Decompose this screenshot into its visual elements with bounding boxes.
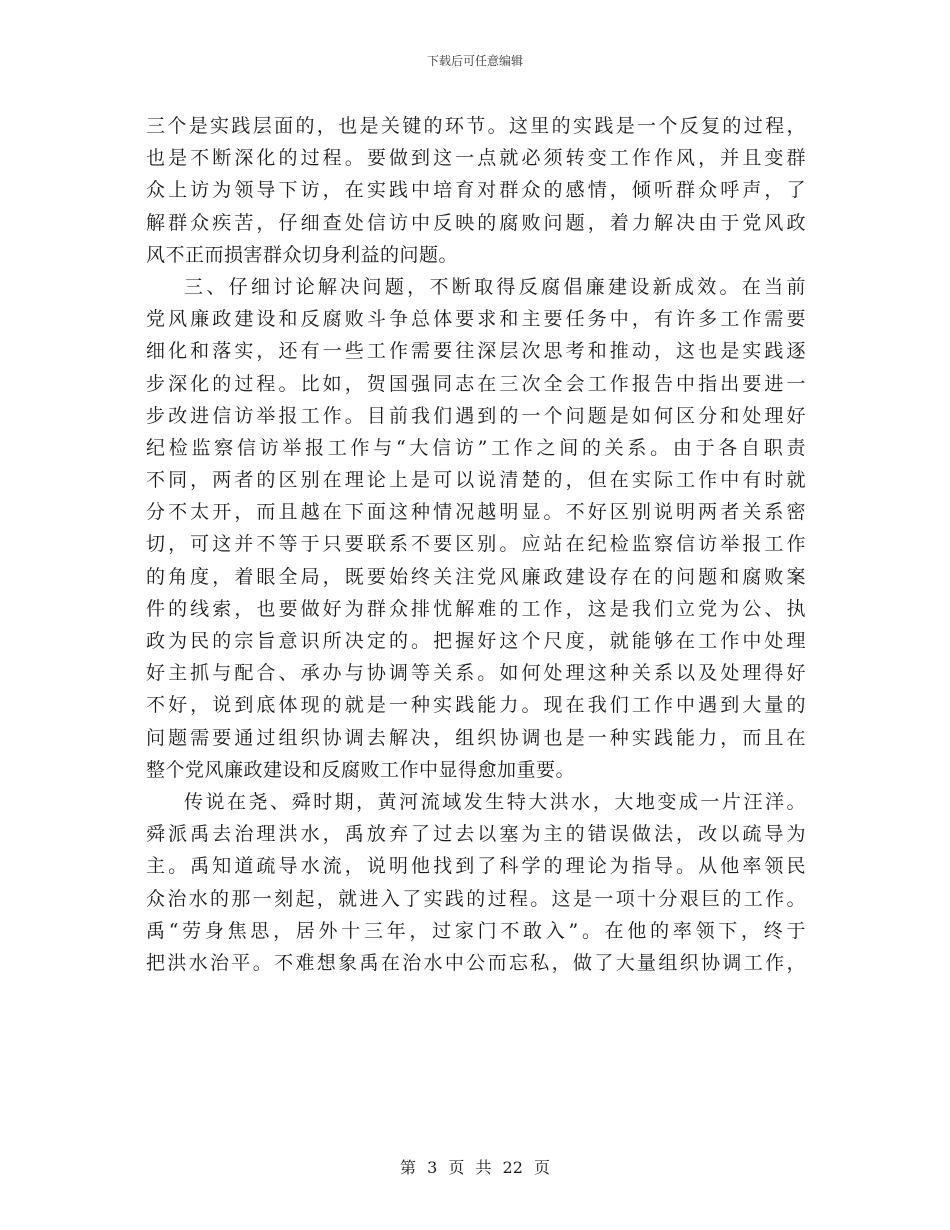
text-line: 众治水的那一刻起，就进入了实践的过程。这是一项十分艰巨的工作。: [146, 887, 806, 910]
text-line: 分不太开，而且越在下面这种情况越明显。不好区别说明两者关系密: [146, 501, 806, 524]
text-line: 舜派禹去治理洪水，禹放弃了过去以塞为主的错误做法，改以疏导为: [146, 823, 806, 846]
text-line: 把洪水治平。不难想象禹在治水中公而忘私，做了大量组织协调工作，: [146, 951, 806, 974]
text-line: 禹“劳身焦思，居外十三年，过家门不敢入”。在他的率领下，终于: [146, 919, 806, 942]
text-line: 整个党风廉政建设和反腐败工作中显得愈加重要。: [146, 758, 576, 781]
document-body: [146, 110, 806, 979]
text-line: 政为民的宗旨意识所决定的。把握好这个尺度，就能够在工作中处理: [146, 630, 806, 652]
text-line: 三、仔细讨论解决问题，不断取得反腐倡廉建设新成效。在当前: [184, 275, 806, 298]
text-line: 主。禹知道疏导水流，说明他找到了科学的理论为指导。从他率领民: [146, 855, 806, 878]
text-line: 党风廉政建设和反腐败斗争总体要求和主要任务中，有许多工作需要: [146, 308, 806, 331]
text-line: 三个是实践层面的，也是关键的环节。这里的实践是一个反复的过程，: [146, 115, 806, 137]
text-line: 件的线索，也要做好为群众排忧解难的工作，这是我们立党为公、执: [146, 597, 806, 620]
page-header: 下载后可任意编辑: [426, 54, 523, 68]
text-line: 传说在尧、舜时期，黄河流域发生特大洪水，大地变成一片汪洋。: [184, 790, 806, 813]
text-line: 好主抓与配合、承办与协调等关系。如何处理这种关系以及处理得好: [146, 662, 806, 685]
text-line: 细化和落实，还有一些工作需要往深层次思考和推动，这也是实践逐: [146, 340, 806, 363]
text-line: 不同，两者的区别在理论上是可以说清楚的，但在实际工作中有时就: [146, 469, 806, 492]
page-footer: 第 3 页 共 22 页: [400, 1158, 550, 1177]
text-line: 不好，说到底体现的就是一种实践能力。现在我们工作中遇到大量的: [146, 694, 806, 717]
text-line: 众上访为领导下访，在实践中培育对群众的感情，倾听群众呼声，了: [146, 179, 806, 202]
text-line: 解群众疾苦，仔细查处信访中反映的腐败问题，着力解决由于党风政: [146, 211, 806, 234]
text-line: 步深化的过程。比如，贺国强同志在三次全会工作报告中指出要进一: [146, 372, 806, 395]
text-line: 也是不断深化的过程。要做到这一点就必须转变工作作风，并且变群: [146, 147, 806, 170]
text-line: 的角度，着眼全局，既要始终关注党风廉政建设存在的问题和腐败案: [146, 565, 806, 588]
text-line: 风不正而损害群众切身利益的问题。: [146, 243, 459, 266]
text-line: 问题需要通过组织协调去解决，组织协调也是一种实践能力，而且在: [146, 726, 806, 749]
text-line: 纪检监察信访举报工作与“大信访”工作之间的关系。由于各自职责: [146, 436, 806, 459]
text-line: 步改进信访举报工作。目前我们遇到的一个问题是如何区分和处理好: [146, 404, 806, 427]
text-line: 切，可这并不等于只要联系不要区别。应站在纪检监察信访举报工作: [146, 533, 806, 556]
